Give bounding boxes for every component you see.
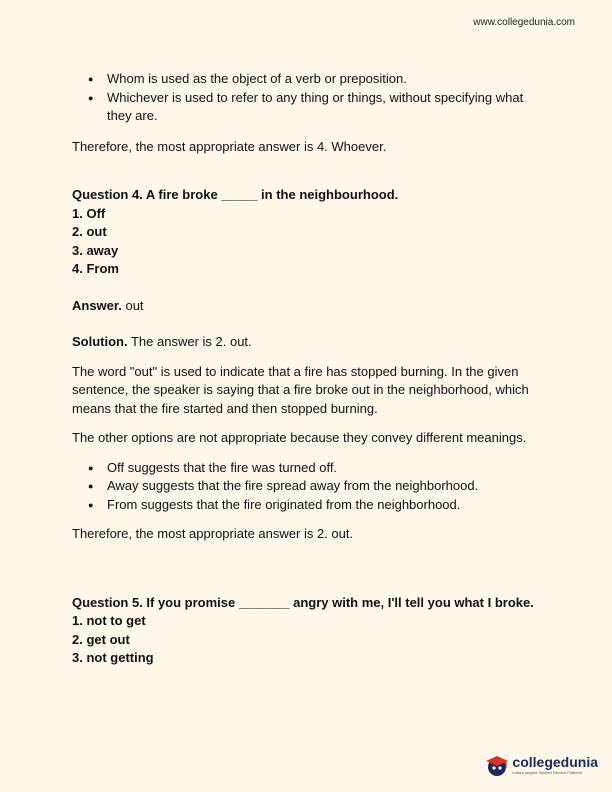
solution-text: The answer is 2. out. <box>127 334 252 349</box>
question-4-heading: Question 4. A fire broke _____ in the neighbourhood. <box>72 187 399 202</box>
list-item: ● Off suggests that the fire was turned off. <box>107 459 542 478</box>
answer-label: Answer. <box>72 297 122 313</box>
q5-option: 2. get out <box>72 631 130 647</box>
question-5-heading: Question 5. If you promise _______ angry with me, I'll tell you what I broke. <box>72 594 534 610</box>
solution-label: Solution. <box>72 334 128 349</box>
q4-option: 3. away <box>72 242 119 258</box>
list-item: ● From suggests that the fire originated from the neighborhood. <box>107 496 542 515</box>
q5-option: 3. not getting <box>72 650 154 665</box>
q4-solution <box>72 333 542 352</box>
answer-value: out <box>121 297 144 313</box>
q4-explanation: The word "out" is used to indicate that a fire has stopped burning. In the given sentence, the speaker is saying that a fire broke out in the neighborhood, which means that the fire started and then stopped burning. <box>72 363 529 416</box>
q4-option: 2. out <box>72 224 107 239</box>
q4-conclusion: Therefore, the most appropriate answer is 2. out. <box>72 526 354 541</box>
q4-option: 1. Off <box>72 205 106 221</box>
list-item: ● Whichever is used to refer to any thing or things, without specifying what they are. <box>107 89 542 126</box>
q5-option: 1. not to get <box>72 613 146 628</box>
graduation-cap-icon <box>484 752 510 778</box>
q4-options-bullet-list <box>72 459 542 515</box>
q4-other-options-note: The other options are not appropriate because they convey different meanings. <box>72 430 527 445</box>
q4-option: 4. From <box>72 261 119 276</box>
site-url[interactable]: www.collegedunia.com <box>473 17 575 28</box>
q4-answer <box>72 297 542 316</box>
previous-conclusion: Therefore, the most appropriate answer is 4. Whoever. <box>72 138 387 154</box>
logo-name: collegedunia <box>512 753 598 770</box>
logo-tagline: India's largest Student Review Platform <box>512 769 583 775</box>
page-content <box>72 70 542 668</box>
pronoun-bullet-list <box>72 70 542 126</box>
list-item: ● Whom is used as the object of a verb or preposition. <box>107 70 542 89</box>
collegedunia-logo[interactable] <box>484 752 598 778</box>
list-item: ● Away suggests that the fire spread away from the neighborhood. <box>107 477 542 496</box>
